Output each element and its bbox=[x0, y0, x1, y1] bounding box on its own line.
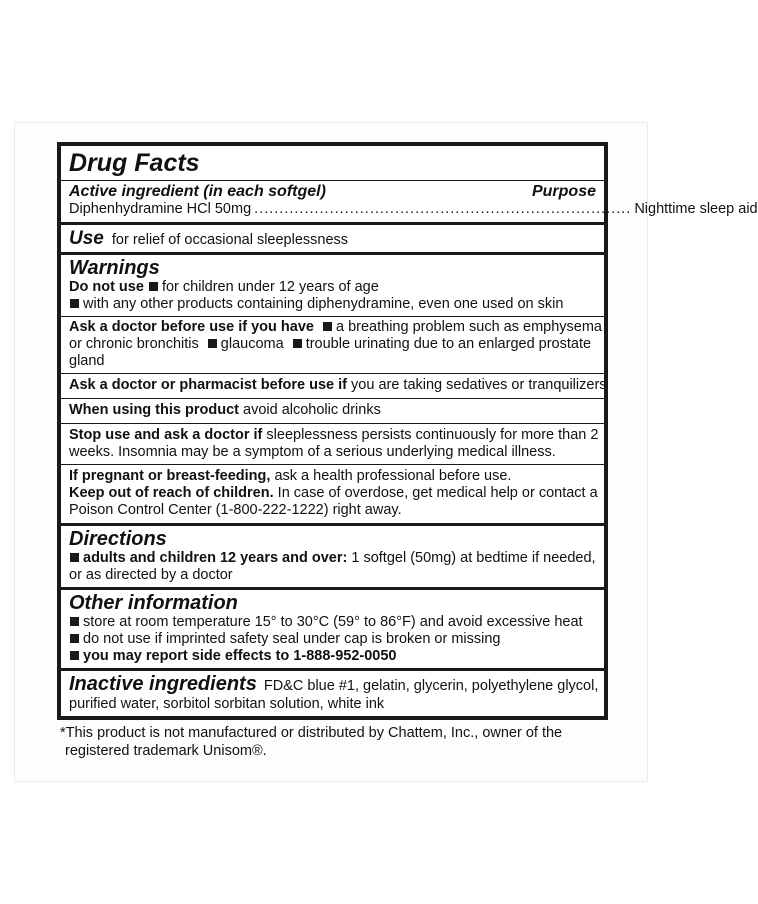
active-ingredient-heading: Active ingredient (in each softgel) bbox=[69, 183, 326, 200]
bullet-square-icon bbox=[149, 282, 158, 291]
inactive-ingredients-heading: Inactive ingredients bbox=[69, 673, 257, 695]
do-not-use-line-2: with any other products containing diphenydramine, even one used on skin bbox=[69, 296, 596, 316]
when-using-section: When using this product avoid alcoholic drinks bbox=[61, 398, 604, 423]
warnings-heading: Warnings bbox=[69, 257, 160, 279]
ask-pharmacist-label: Ask a doctor or pharmacist before use if bbox=[69, 377, 347, 393]
leader-dots: ........................................................................... bbox=[254, 201, 632, 217]
use-section bbox=[61, 222, 604, 252]
bullet-square-icon bbox=[293, 339, 302, 348]
stop-use-label: Stop use and ask a doctor if bbox=[69, 427, 263, 443]
ask-doctor-label: Ask a doctor before use if you have bbox=[69, 319, 314, 335]
directions-section: Directions adults and children 12 years and over: 1 softgel (50mg) at bedtime if needed, or as directed by a doctor bbox=[61, 523, 604, 587]
active-ingredient-name: Diphenhydramine HCl 50mg bbox=[69, 201, 252, 217]
purpose-heading: Purpose bbox=[531, 183, 596, 200]
active-ingredient-section bbox=[61, 146, 758, 222]
keep-out-label: Keep out of reach of children. bbox=[69, 485, 274, 501]
use-text: for relief of occasional sleeplessness bbox=[111, 232, 349, 248]
drug-facts-box bbox=[57, 142, 758, 720]
ask-doctor-section: Ask a doctor before use if you have a breathing problem such as emphysema or chronic bronchitis glaucoma trouble urinating due to an enlarged prostate gland bbox=[61, 316, 604, 373]
active-ingredient-row bbox=[69, 201, 758, 218]
bullet-square-icon bbox=[70, 634, 79, 643]
pregnant-label: If pregnant or breast-feeding, bbox=[69, 468, 271, 484]
bullet-square-icon bbox=[70, 617, 79, 626]
bullet-square-icon bbox=[323, 322, 332, 331]
use-heading: Use bbox=[69, 228, 104, 249]
bullet-square-icon bbox=[208, 339, 217, 348]
drug-facts-title: Drug Facts bbox=[69, 149, 200, 177]
bullet-square-icon bbox=[70, 651, 79, 660]
warnings-section bbox=[61, 252, 604, 316]
directions-heading: Directions bbox=[69, 528, 167, 550]
pregnancy-section: If pregnant or breast-feeding, ask a health professional before use. Keep out of reach of children. In case of overdose, get medical help or contact a Poison Control Center (1-800-222-1222) right away. bbox=[61, 464, 604, 523]
bullet-square-icon bbox=[70, 299, 79, 308]
do-not-use-line-1: Do not use for children under 12 years of age bbox=[69, 279, 379, 295]
other-information-section: Other information store at room temperature 15° to 30°C (59° to 86°F) and avoid excessive heat do not use if imprinted safety seal under cap is broken or missing you may report side effects to 1-888-952-0050 bbox=[61, 587, 604, 668]
bullet-square-icon bbox=[70, 553, 79, 562]
inactive-ingredients-section: Inactive ingredients FD&C blue #1, gelatin, glycerin, polyethylene glycol, purified water, sorbitol sorbitan solution, white ink bbox=[61, 668, 604, 716]
stop-use-section: Stop use and ask a doctor if sleeplessness persists continuously for more than 2 weeks. Insomnia may be a symptom of a serious underlying medical illness. bbox=[61, 423, 604, 464]
do-not-use-label: Do not use bbox=[69, 279, 144, 295]
trademark-footnote: *This product is not manufactured or distributed by Chattem, Inc., owner of the registered trademark Unisom®. bbox=[60, 725, 563, 759]
when-using-label: When using this product bbox=[69, 402, 239, 418]
purpose-text: Nighttime sleep aid bbox=[634, 201, 758, 217]
other-information-heading: Other information bbox=[69, 592, 238, 614]
ask-pharmacist-section: Ask a doctor or pharmacist before use if you are taking sedatives or tranquilizers bbox=[61, 373, 604, 398]
